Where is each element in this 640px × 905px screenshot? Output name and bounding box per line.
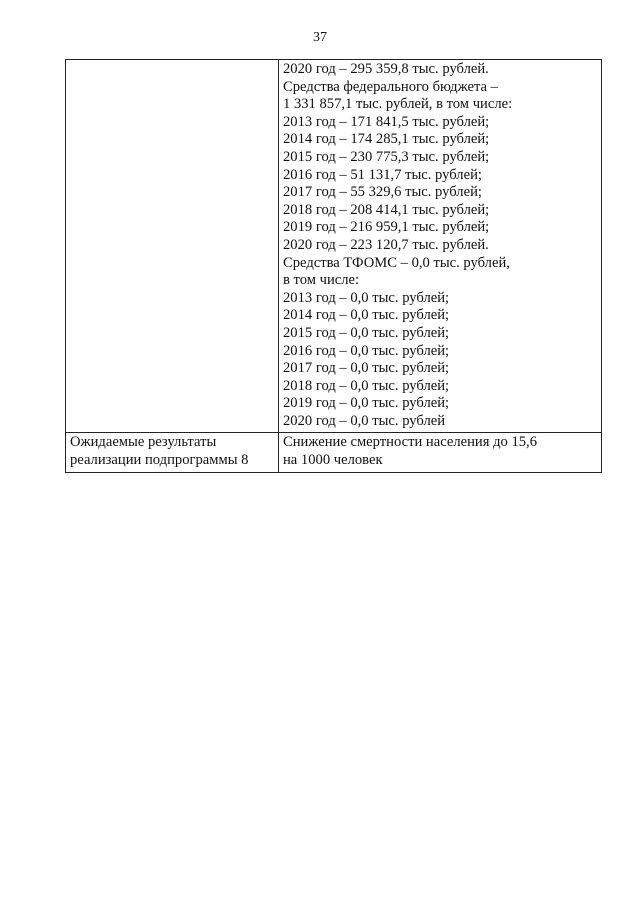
funding-line: 2015 год – 0,0 тыс. рублей; [283,324,450,341]
funding-line: Средства ТФОМС – 0,0 тыс. рублей, [283,254,510,271]
page-number: 37 [313,30,327,45]
funding-line: 2020 год – 223 120,7 тыс. рублей. [283,236,489,253]
expected-results-value-line: Снижение смертности населения до 15,6 [283,434,537,451]
program-passport-table [65,59,602,473]
funding-line: 2017 год – 55 329,6 тыс. рублей; [283,184,482,201]
funding-line: 2018 год – 0,0 тыс. рублей; [283,377,450,394]
funding-line: 2017 год – 0,0 тыс. рублей; [283,360,450,377]
expected-results-value-cell [279,433,602,472]
funding-line: 2014 год – 174 285,1 тыс. рублей; [283,131,490,148]
expected-results-row [66,433,602,472]
expected-results-label-line: Ожидаемые результаты [70,434,217,451]
expected-results-label-cell [66,433,279,472]
funding-line: 2020 год – 0,0 тыс. рублей [283,412,446,429]
funding-line: 2016 год – 51 131,7 тыс. рублей; [283,166,482,183]
expected-results-value-line: на 1000 человек [283,452,383,469]
funding-line: Средства федерального бюджета – [283,78,498,95]
funding-line: 2019 год – 0,0 тыс. рублей; [283,395,450,412]
funding-line: 2016 год – 0,0 тыс. рублей; [283,342,450,359]
funding-line: 2013 год – 171 841,5 тыс. рублей; [283,113,490,130]
funding-line: 1 331 857,1 тыс. рублей, в том числе: [283,96,513,113]
funding-line: 2019 год – 216 959,1 тыс. рублей; [283,219,490,236]
funding-line: 2015 год – 230 775,3 тыс. рублей; [283,148,490,165]
funding-line: 2014 год – 0,0 тыс. рублей; [283,307,450,324]
funding-line: в том числе: [283,272,360,289]
funding-value-cell [279,60,602,433]
expected-results-label-line: реализации подпрограммы 8 [70,452,249,469]
funding-line: 2018 год – 208 414,1 тыс. рублей; [283,201,490,218]
funding-line: 2013 год – 0,0 тыс. рублей; [283,289,450,306]
funding-line: 2020 год – 295 359,8 тыс. рублей. [283,61,489,77]
funding-row [66,60,602,433]
funding-label-cell [66,60,279,433]
